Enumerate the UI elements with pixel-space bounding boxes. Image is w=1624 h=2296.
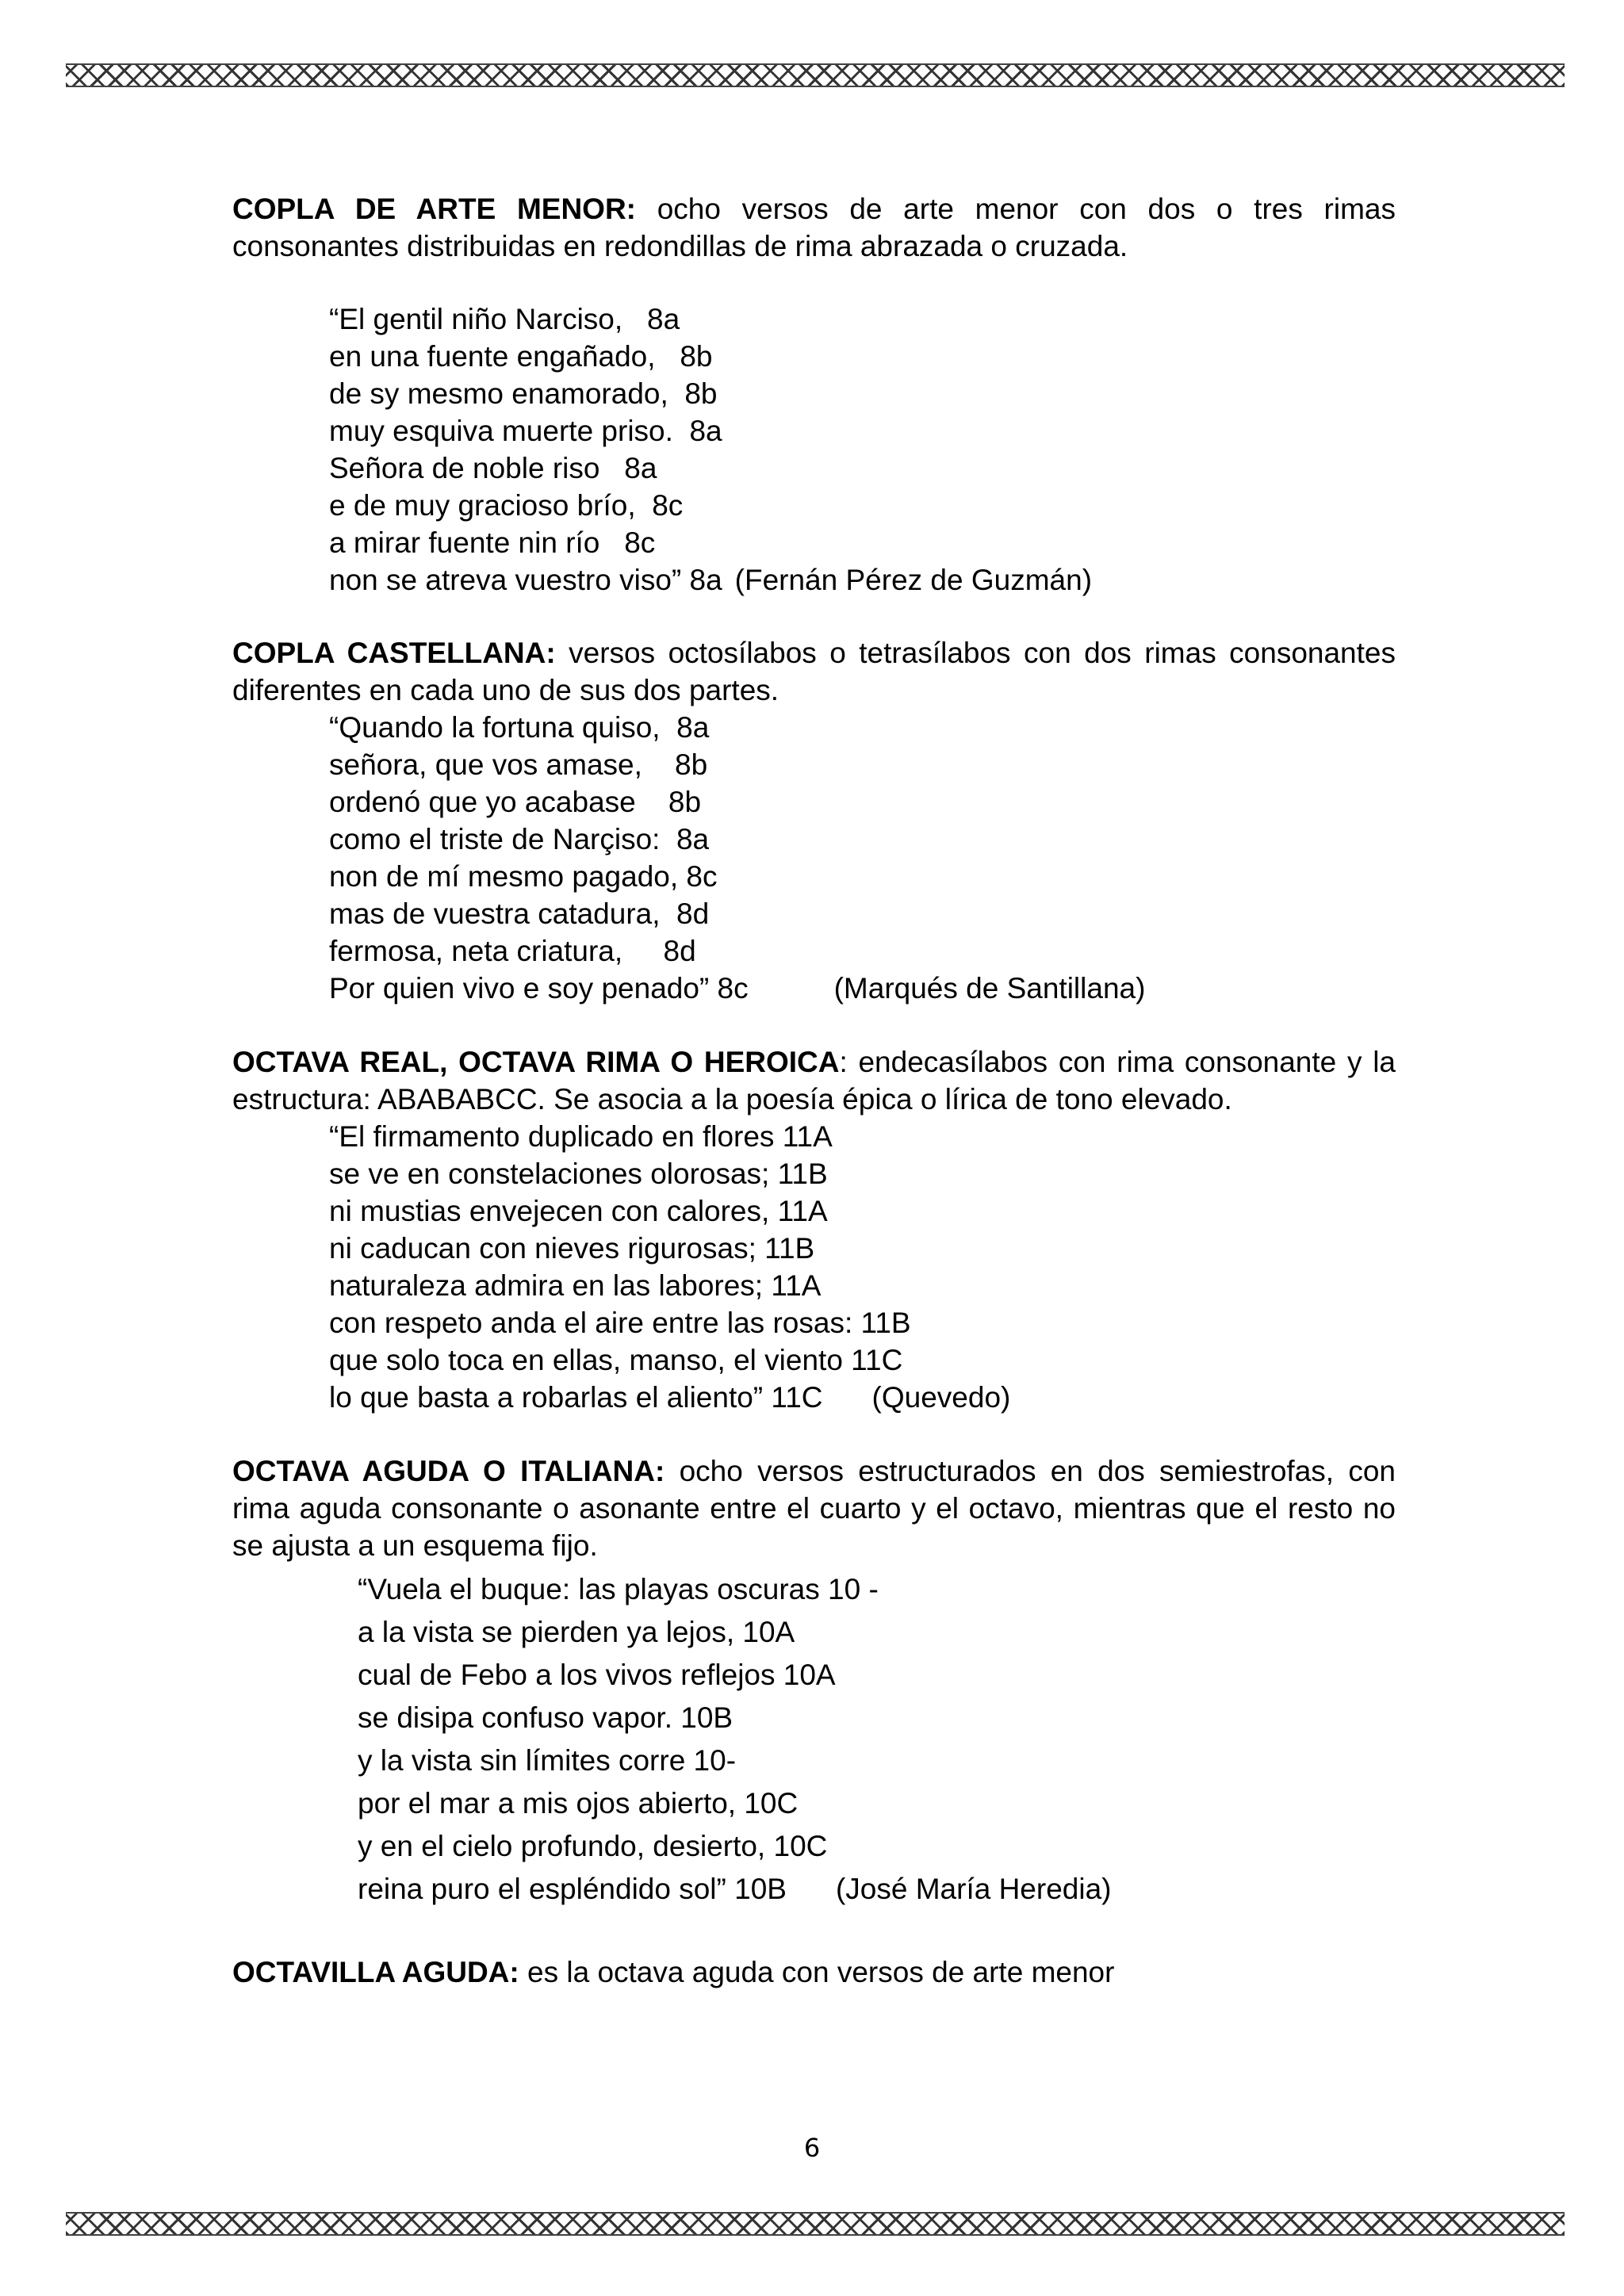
poem-example xyxy=(232,709,1396,1007)
decorative-border-top xyxy=(66,63,1565,87)
verse-line: que solo toca en ellas, manso, el viento 11C xyxy=(329,1344,903,1376)
definition-text: : endecasílabos con rima consonante y la estructura: ABABABCC. Se asocia a la poesía épica o lírica de tono elevado. xyxy=(232,1046,1396,1115)
verse-line: cual de Febo a los vivos reflejos 10A xyxy=(358,1659,836,1691)
verse-line-last xyxy=(329,1379,1396,1416)
term-heading: OCTAVA REAL, OCTAVA RIMA O HEROICA xyxy=(232,1046,840,1078)
verse-line: de sy mesmo enamorado, 8b xyxy=(329,377,718,410)
poem-attribution: (Marqués de Santillana) xyxy=(833,972,1146,1004)
verse-line-last xyxy=(329,561,1396,599)
term-heading: COPLA DE ARTE MENOR: xyxy=(232,193,637,225)
definition-text: ocho versos de arte menor con dos o tres rimas consonantes distribuidas en redondillas de rima abrazada o cruzada. xyxy=(232,193,1396,262)
verse-line: se ve en constelaciones olorosas; 11B xyxy=(329,1158,828,1190)
verse-line: por el mar a mis ojos abierto, 10C xyxy=(358,1787,799,1820)
verse-line: “El gentil niño Narciso, 8a xyxy=(329,303,680,335)
verse-line: e de muy gracioso brío, 8c xyxy=(329,489,684,522)
term-heading: COPLA CASTELLANA: xyxy=(232,637,556,669)
verse-line: en una fuente engañado, 8b xyxy=(329,340,713,373)
verse-line: como el triste de Narçiso: 8a xyxy=(329,823,710,855)
definition-text: ocho versos estructurados en dos semiestrofas, con rima aguda consonante o asonante entre el cuarto y el octavo, mientras que el resto no se ajusta a un esquema fijo. xyxy=(232,1455,1396,1562)
verse-line: mas de vuestra catadura, 8d xyxy=(329,897,710,930)
poem-example xyxy=(232,300,1396,599)
verse-line: y la vista sin límites corre 10- xyxy=(358,1744,737,1777)
verse-line: ni caducan con nieves rigurosas; 11B xyxy=(329,1232,815,1265)
document-body xyxy=(232,190,1396,1991)
verse-text: reina puro el espléndido sol” 10B xyxy=(358,1873,787,1905)
verse-line: y en el cielo profundo, desierto, 10C xyxy=(358,1830,828,1862)
verse-line: a la vista se pierden ya lejos, 10A xyxy=(358,1616,795,1648)
definition-paragraph xyxy=(232,1043,1396,1118)
verse-line: muy esquiva muerte priso. 8a xyxy=(329,415,722,447)
poem-attribution: (Quevedo) xyxy=(871,1381,1011,1414)
definition-text: versos octosílabos o tetrasílabos con dos rimas consonantes diferentes en cada uno de sus dos partes. xyxy=(232,637,1396,706)
verse-line: señora, que vos amase, 8b xyxy=(329,748,708,781)
term-heading: OCTAVILLA AGUDA: xyxy=(232,1956,519,1988)
poem-example xyxy=(232,1118,1396,1416)
entry-copla-arte-menor xyxy=(232,190,1396,599)
verse-line-last xyxy=(358,1868,1396,1911)
entry-octava-real xyxy=(232,1043,1396,1416)
verse-line: non de mí mesmo pagado, 8c xyxy=(329,860,718,893)
poem-attribution: (José María Heredia) xyxy=(835,1873,1112,1905)
page-number: 6 xyxy=(803,2133,821,2163)
verse-line: “Vuela el buque: las playas oscuras 10 - xyxy=(358,1573,879,1605)
verse-text: lo que basta a robarlas el aliento” 11C xyxy=(329,1381,823,1414)
definition-paragraph xyxy=(232,634,1396,709)
poem-example xyxy=(232,1568,1396,1911)
verse-line: se disipa confuso vapor. 10B xyxy=(358,1701,733,1734)
entry-copla-castellana xyxy=(232,634,1396,1007)
verse-line: ni mustias envejecen con calores, 11A xyxy=(329,1195,828,1227)
term-heading: OCTAVA AGUDA O ITALIANA: xyxy=(232,1455,665,1487)
verse-line: a mirar fuente nin río 8c xyxy=(329,526,656,559)
definition-paragraph xyxy=(232,190,1396,265)
verse-line: ordenó que yo acabase 8b xyxy=(329,786,702,818)
verse-line: con respeto anda el aire entre las rosas: 11B xyxy=(329,1307,911,1339)
decorative-border-bottom xyxy=(66,2212,1565,2236)
definition-paragraph xyxy=(232,1452,1396,1564)
verse-line: “Quando la fortuna quiso, 8a xyxy=(329,711,710,744)
entry-octava-aguda xyxy=(232,1452,1396,1911)
poem-attribution: (Fernán Pérez de Guzmán) xyxy=(734,564,1093,596)
definition-paragraph xyxy=(232,1954,1396,1991)
verse-text: non se atreva vuestro viso” 8a xyxy=(329,564,722,596)
verse-line: naturaleza admira en las labores; 11A xyxy=(329,1269,822,1302)
verse-line-last xyxy=(329,970,1396,1007)
verse-line: “El firmamento duplicado en flores 11A xyxy=(329,1120,833,1153)
entry-octavilla-aguda xyxy=(232,1954,1396,1991)
verse-line: Señora de noble riso 8a xyxy=(329,452,657,484)
definition-text: es la octava aguda con versos de arte menor xyxy=(519,1956,1115,1988)
verse-text: Por quien vivo e soy penado” 8c xyxy=(329,972,749,1004)
verse-line: fermosa, neta criatura, 8d xyxy=(329,935,696,967)
